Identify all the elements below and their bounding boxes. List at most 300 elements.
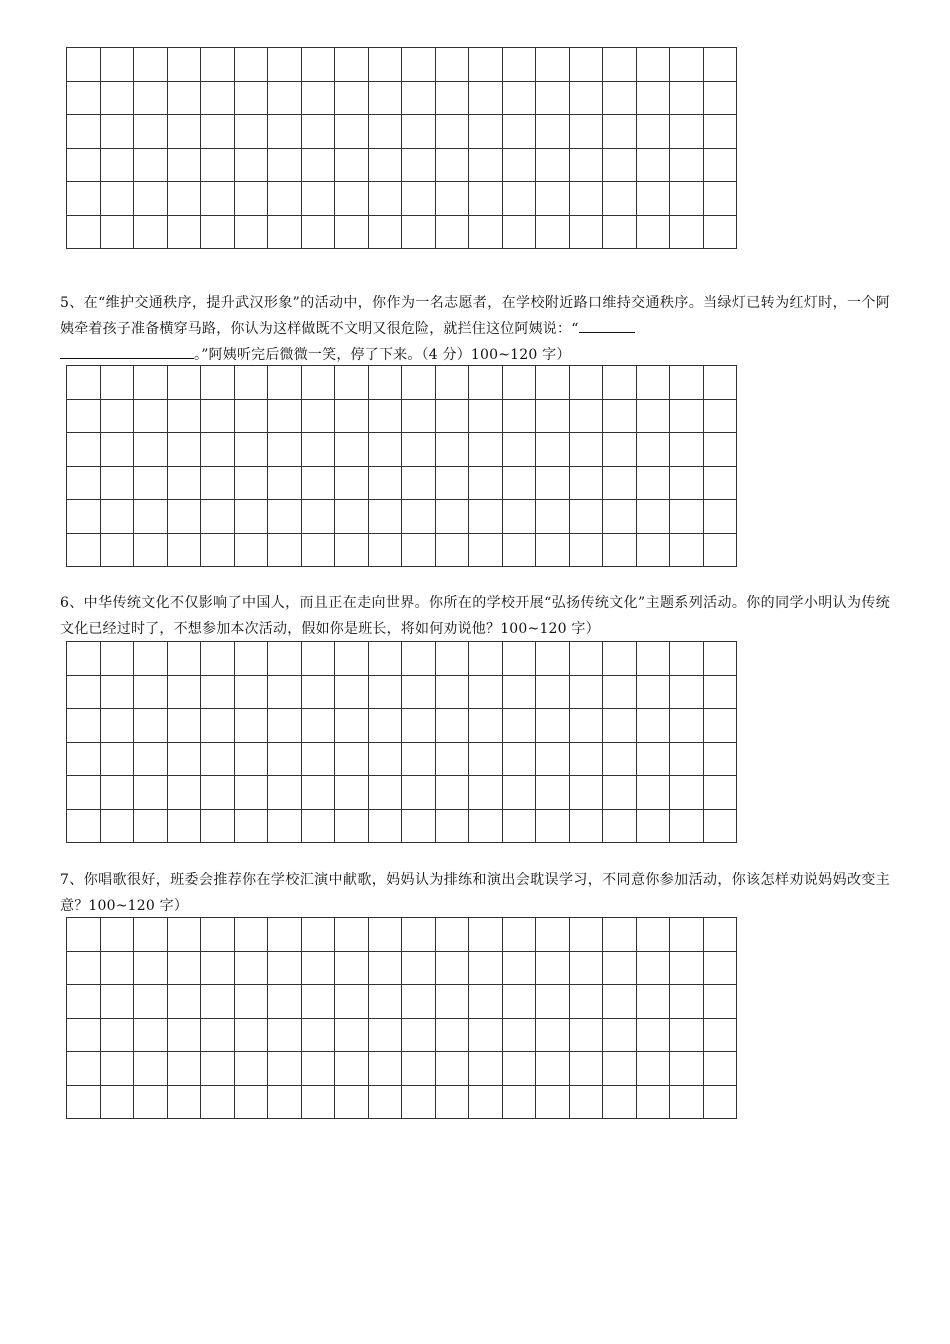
grid-cell[interactable] (268, 366, 302, 400)
grid-cell[interactable] (703, 1085, 737, 1119)
grid-cell[interactable] (435, 433, 469, 467)
grid-cell[interactable] (469, 399, 503, 433)
grid-cell[interactable] (100, 809, 134, 843)
grid-cell[interactable] (201, 533, 235, 567)
grid-cell[interactable] (603, 115, 637, 149)
grid-cell[interactable] (435, 675, 469, 709)
grid-cell[interactable] (703, 951, 737, 985)
grid-cell[interactable] (335, 675, 369, 709)
grid-cell[interactable] (603, 533, 637, 567)
grid-cell[interactable] (167, 951, 201, 985)
grid-cell[interactable] (670, 776, 704, 810)
grid-cell[interactable] (368, 951, 402, 985)
grid-cell[interactable] (335, 148, 369, 182)
grid-cell[interactable] (569, 533, 603, 567)
grid-cell[interactable] (67, 1018, 101, 1052)
grid-cell[interactable] (536, 951, 570, 985)
grid-cell[interactable] (636, 1052, 670, 1086)
grid-cell[interactable] (134, 742, 168, 776)
grid-cell[interactable] (502, 399, 536, 433)
grid-cell[interactable] (234, 433, 268, 467)
grid-cell[interactable] (100, 675, 134, 709)
grid-cell[interactable] (67, 985, 101, 1019)
grid-cell[interactable] (469, 115, 503, 149)
grid-cell[interactable] (268, 215, 302, 249)
grid-cell[interactable] (67, 500, 101, 534)
grid-cell[interactable] (569, 148, 603, 182)
grid-cell[interactable] (402, 81, 436, 115)
grid-cell[interactable] (536, 366, 570, 400)
grid-cell[interactable] (335, 81, 369, 115)
grid-cell[interactable] (368, 148, 402, 182)
grid-cell[interactable] (569, 776, 603, 810)
grid-cell[interactable] (335, 809, 369, 843)
grid-cell[interactable] (502, 433, 536, 467)
grid-cell[interactable] (201, 918, 235, 952)
grid-cell[interactable] (368, 1052, 402, 1086)
grid-cell[interactable] (603, 148, 637, 182)
grid-cell[interactable] (402, 742, 436, 776)
grid-cell[interactable] (134, 399, 168, 433)
grid-cell[interactable] (569, 742, 603, 776)
grid-cell[interactable] (234, 182, 268, 216)
grid-cell[interactable] (469, 742, 503, 776)
grid-cell[interactable] (335, 1052, 369, 1086)
grid-cell[interactable] (703, 918, 737, 952)
grid-cell[interactable] (335, 1018, 369, 1052)
grid-cell[interactable] (234, 985, 268, 1019)
grid-cell[interactable] (134, 533, 168, 567)
grid-cell[interactable] (435, 918, 469, 952)
grid-cell[interactable] (368, 1018, 402, 1052)
grid-cell[interactable] (134, 918, 168, 952)
grid-cell[interactable] (268, 776, 302, 810)
grid-cell[interactable] (201, 399, 235, 433)
grid-cell[interactable] (569, 918, 603, 952)
grid-cell[interactable] (536, 148, 570, 182)
grid-cell[interactable] (435, 642, 469, 676)
grid-cell[interactable] (134, 182, 168, 216)
grid-cell[interactable] (569, 182, 603, 216)
grid-cell[interactable] (167, 115, 201, 149)
grid-cell[interactable] (335, 48, 369, 82)
grid-cell[interactable] (368, 809, 402, 843)
grid-cell[interactable] (100, 1085, 134, 1119)
grid-cell[interactable] (67, 215, 101, 249)
grid-cell[interactable] (201, 215, 235, 249)
grid-cell[interactable] (569, 48, 603, 82)
grid-cell[interactable] (301, 182, 335, 216)
grid-cell[interactable] (469, 642, 503, 676)
grid-cell[interactable] (402, 148, 436, 182)
grid-cell[interactable] (301, 500, 335, 534)
grid-cell[interactable] (435, 366, 469, 400)
grid-cell[interactable] (603, 466, 637, 500)
grid-cell[interactable] (368, 48, 402, 82)
grid-cell[interactable] (201, 148, 235, 182)
grid-cell[interactable] (335, 951, 369, 985)
grid-cell[interactable] (636, 709, 670, 743)
grid-cell[interactable] (67, 951, 101, 985)
grid-cell[interactable] (167, 709, 201, 743)
grid-cell[interactable] (201, 81, 235, 115)
grid-cell[interactable] (402, 215, 436, 249)
grid-cell[interactable] (569, 642, 603, 676)
grid-cell[interactable] (167, 985, 201, 1019)
grid-cell[interactable] (536, 399, 570, 433)
grid-cell[interactable] (603, 1052, 637, 1086)
grid-cell[interactable] (368, 366, 402, 400)
grid-cell[interactable] (502, 642, 536, 676)
grid-cell[interactable] (268, 500, 302, 534)
grid-cell[interactable] (268, 399, 302, 433)
grid-cell[interactable] (134, 148, 168, 182)
grid-cell[interactable] (402, 48, 436, 82)
grid-cell[interactable] (134, 709, 168, 743)
grid-cell[interactable] (301, 742, 335, 776)
grid-cell[interactable] (201, 709, 235, 743)
grid-cell[interactable] (536, 742, 570, 776)
grid-cell[interactable] (67, 182, 101, 216)
grid-cell[interactable] (670, 951, 704, 985)
grid-cell[interactable] (469, 776, 503, 810)
grid-cell[interactable] (67, 742, 101, 776)
grid-cell[interactable] (67, 918, 101, 952)
grid-cell[interactable] (268, 709, 302, 743)
grid-cell[interactable] (234, 1052, 268, 1086)
grid-cell[interactable] (636, 215, 670, 249)
grid-cell[interactable] (402, 985, 436, 1019)
grid-cell[interactable] (435, 182, 469, 216)
grid-cell[interactable] (134, 1052, 168, 1086)
grid-cell[interactable] (469, 215, 503, 249)
grid-cell[interactable] (502, 182, 536, 216)
grid-cell[interactable] (134, 115, 168, 149)
grid-cell[interactable] (201, 776, 235, 810)
grid-cell[interactable] (603, 642, 637, 676)
grid-cell[interactable] (67, 776, 101, 810)
grid-cell[interactable] (167, 918, 201, 952)
grid-cell[interactable] (469, 675, 503, 709)
grid-cell[interactable] (67, 809, 101, 843)
grid-cell[interactable] (335, 985, 369, 1019)
answer-blank-1[interactable] (579, 316, 635, 333)
grid-cell[interactable] (268, 675, 302, 709)
grid-cell[interactable] (167, 182, 201, 216)
grid-cell[interactable] (268, 1085, 302, 1119)
grid-cell[interactable] (368, 533, 402, 567)
grid-cell[interactable] (234, 709, 268, 743)
grid-cell[interactable] (234, 809, 268, 843)
grid-cell[interactable] (703, 533, 737, 567)
grid-cell[interactable] (134, 466, 168, 500)
grid-cell[interactable] (368, 709, 402, 743)
grid-cell[interactable] (469, 951, 503, 985)
grid-cell[interactable] (301, 366, 335, 400)
grid-cell[interactable] (301, 115, 335, 149)
grid-cell[interactable] (368, 1085, 402, 1119)
grid-cell[interactable] (603, 500, 637, 534)
grid-cell[interactable] (368, 115, 402, 149)
grid-cell[interactable] (670, 48, 704, 82)
grid-cell[interactable] (703, 1052, 737, 1086)
grid-cell[interactable] (435, 148, 469, 182)
grid-cell[interactable] (670, 918, 704, 952)
grid-cell[interactable] (469, 148, 503, 182)
grid-cell[interactable] (268, 742, 302, 776)
grid-cell[interactable] (569, 951, 603, 985)
grid-cell[interactable] (268, 466, 302, 500)
grid-cell[interactable] (402, 1018, 436, 1052)
grid-cell[interactable] (335, 366, 369, 400)
grid-cell[interactable] (167, 533, 201, 567)
grid-cell[interactable] (435, 399, 469, 433)
grid-cell[interactable] (100, 466, 134, 500)
grid-cell[interactable] (201, 1052, 235, 1086)
grid-cell[interactable] (703, 182, 737, 216)
grid-cell[interactable] (435, 709, 469, 743)
grid-cell[interactable] (636, 1018, 670, 1052)
grid-cell[interactable] (636, 918, 670, 952)
grid-cell[interactable] (703, 675, 737, 709)
grid-cell[interactable] (603, 399, 637, 433)
grid-cell[interactable] (167, 675, 201, 709)
grid-cell[interactable] (368, 182, 402, 216)
grid-cell[interactable] (670, 675, 704, 709)
grid-cell[interactable] (670, 148, 704, 182)
grid-cell[interactable] (569, 433, 603, 467)
grid-cell[interactable] (201, 742, 235, 776)
grid-cell[interactable] (402, 115, 436, 149)
grid-cell[interactable] (234, 48, 268, 82)
grid-cell[interactable] (502, 951, 536, 985)
grid-cell[interactable] (569, 1018, 603, 1052)
grid-cell[interactable] (603, 81, 637, 115)
grid-cell[interactable] (268, 182, 302, 216)
grid-cell[interactable] (435, 776, 469, 810)
grid-cell[interactable] (435, 1085, 469, 1119)
grid-cell[interactable] (134, 81, 168, 115)
grid-cell[interactable] (603, 1018, 637, 1052)
grid-cell[interactable] (670, 81, 704, 115)
grid-cell[interactable] (536, 709, 570, 743)
grid-cell[interactable] (335, 742, 369, 776)
grid-cell[interactable] (167, 1018, 201, 1052)
grid-cell[interactable] (636, 951, 670, 985)
grid-cell[interactable] (636, 500, 670, 534)
grid-cell[interactable] (368, 399, 402, 433)
grid-cell[interactable] (402, 366, 436, 400)
grid-cell[interactable] (603, 182, 637, 216)
grid-cell[interactable] (469, 985, 503, 1019)
grid-cell[interactable] (636, 642, 670, 676)
grid-cell[interactable] (301, 533, 335, 567)
grid-cell[interactable] (703, 742, 737, 776)
grid-cell[interactable] (703, 115, 737, 149)
grid-cell[interactable] (502, 215, 536, 249)
grid-cell[interactable] (268, 48, 302, 82)
grid-cell[interactable] (301, 642, 335, 676)
grid-cell[interactable] (167, 433, 201, 467)
grid-cell[interactable] (368, 215, 402, 249)
grid-cell[interactable] (402, 1085, 436, 1119)
grid-cell[interactable] (100, 48, 134, 82)
grid-cell[interactable] (603, 709, 637, 743)
grid-cell[interactable] (502, 148, 536, 182)
grid-cell[interactable] (670, 433, 704, 467)
grid-cell[interactable] (201, 1018, 235, 1052)
grid-cell[interactable] (67, 81, 101, 115)
grid-cell[interactable] (502, 776, 536, 810)
grid-cell[interactable] (703, 1018, 737, 1052)
grid-cell[interactable] (67, 533, 101, 567)
grid-cell[interactable] (536, 115, 570, 149)
grid-cell[interactable] (469, 366, 503, 400)
grid-cell[interactable] (234, 642, 268, 676)
grid-cell[interactable] (268, 1018, 302, 1052)
grid-cell[interactable] (234, 466, 268, 500)
grid-cell[interactable] (636, 1085, 670, 1119)
grid-cell[interactable] (469, 433, 503, 467)
grid-cell[interactable] (234, 215, 268, 249)
grid-cell[interactable] (67, 148, 101, 182)
grid-cell[interactable] (335, 709, 369, 743)
grid-cell[interactable] (67, 366, 101, 400)
grid-cell[interactable] (435, 115, 469, 149)
grid-cell[interactable] (402, 533, 436, 567)
grid-cell[interactable] (368, 642, 402, 676)
grid-cell[interactable] (301, 1018, 335, 1052)
grid-cell[interactable] (435, 215, 469, 249)
grid-cell[interactable] (670, 1085, 704, 1119)
grid-cell[interactable] (469, 809, 503, 843)
grid-cell[interactable] (435, 1018, 469, 1052)
grid-cell[interactable] (435, 48, 469, 82)
grid-cell[interactable] (201, 366, 235, 400)
grid-cell[interactable] (234, 951, 268, 985)
grid-cell[interactable] (134, 1085, 168, 1119)
grid-cell[interactable] (502, 985, 536, 1019)
answer-grid-q7[interactable] (66, 917, 737, 1119)
grid-cell[interactable] (167, 1052, 201, 1086)
grid-cell[interactable] (268, 985, 302, 1019)
grid-cell[interactable] (603, 985, 637, 1019)
grid-cell[interactable] (469, 1018, 503, 1052)
grid-cell[interactable] (670, 985, 704, 1019)
grid-cell[interactable] (201, 951, 235, 985)
grid-cell[interactable] (469, 81, 503, 115)
grid-cell[interactable] (402, 466, 436, 500)
grid-cell[interactable] (603, 366, 637, 400)
grid-cell[interactable] (100, 148, 134, 182)
grid-cell[interactable] (569, 1052, 603, 1086)
grid-cell[interactable] (67, 1052, 101, 1086)
grid-cell[interactable] (536, 1085, 570, 1119)
grid-cell[interactable] (569, 215, 603, 249)
grid-cell[interactable] (536, 182, 570, 216)
grid-cell[interactable] (201, 48, 235, 82)
grid-cell[interactable] (402, 918, 436, 952)
grid-cell[interactable] (703, 399, 737, 433)
grid-cell[interactable] (536, 1052, 570, 1086)
grid-cell[interactable] (636, 81, 670, 115)
grid-cell[interactable] (402, 776, 436, 810)
grid-cell[interactable] (569, 366, 603, 400)
grid-cell[interactable] (201, 642, 235, 676)
grid-cell[interactable] (167, 81, 201, 115)
grid-cell[interactable] (234, 533, 268, 567)
grid-cell[interactable] (502, 115, 536, 149)
grid-cell[interactable] (301, 148, 335, 182)
grid-cell[interactable] (134, 642, 168, 676)
grid-cell[interactable] (502, 709, 536, 743)
grid-cell[interactable] (167, 642, 201, 676)
grid-cell[interactable] (703, 809, 737, 843)
grid-cell[interactable] (100, 1018, 134, 1052)
grid-cell[interactable] (536, 433, 570, 467)
grid-cell[interactable] (234, 918, 268, 952)
grid-cell[interactable] (469, 182, 503, 216)
answer-blank-2[interactable] (60, 342, 194, 359)
grid-cell[interactable] (536, 215, 570, 249)
grid-cell[interactable] (670, 1018, 704, 1052)
grid-cell[interactable] (636, 776, 670, 810)
grid-cell[interactable] (636, 399, 670, 433)
grid-cell[interactable] (435, 742, 469, 776)
grid-cell[interactable] (335, 642, 369, 676)
grid-cell[interactable] (368, 433, 402, 467)
grid-cell[interactable] (569, 985, 603, 1019)
grid-cell[interactable] (636, 985, 670, 1019)
grid-cell[interactable] (502, 500, 536, 534)
grid-cell[interactable] (402, 433, 436, 467)
grid-cell[interactable] (167, 1085, 201, 1119)
grid-cell[interactable] (636, 742, 670, 776)
grid-cell[interactable] (100, 182, 134, 216)
grid-cell[interactable] (368, 742, 402, 776)
grid-cell[interactable] (636, 48, 670, 82)
grid-cell[interactable] (636, 115, 670, 149)
grid-cell[interactable] (301, 466, 335, 500)
grid-cell[interactable] (569, 809, 603, 843)
grid-cell[interactable] (670, 215, 704, 249)
grid-cell[interactable] (402, 399, 436, 433)
grid-cell[interactable] (502, 918, 536, 952)
grid-cell[interactable] (301, 399, 335, 433)
grid-cell[interactable] (234, 1085, 268, 1119)
grid-cell[interactable] (502, 675, 536, 709)
grid-cell[interactable] (636, 675, 670, 709)
grid-cell[interactable] (100, 742, 134, 776)
grid-cell[interactable] (268, 809, 302, 843)
grid-cell[interactable] (234, 675, 268, 709)
grid-cell[interactable] (402, 951, 436, 985)
answer-grid-q4[interactable] (66, 47, 737, 249)
grid-cell[interactable] (502, 466, 536, 500)
grid-cell[interactable] (134, 809, 168, 843)
grid-cell[interactable] (301, 433, 335, 467)
grid-cell[interactable] (536, 1018, 570, 1052)
grid-cell[interactable] (703, 366, 737, 400)
grid-cell[interactable] (536, 81, 570, 115)
grid-cell[interactable] (670, 366, 704, 400)
grid-cell[interactable] (703, 81, 737, 115)
grid-cell[interactable] (368, 81, 402, 115)
grid-cell[interactable] (268, 533, 302, 567)
grid-cell[interactable] (368, 675, 402, 709)
grid-cell[interactable] (301, 951, 335, 985)
grid-cell[interactable] (502, 366, 536, 400)
